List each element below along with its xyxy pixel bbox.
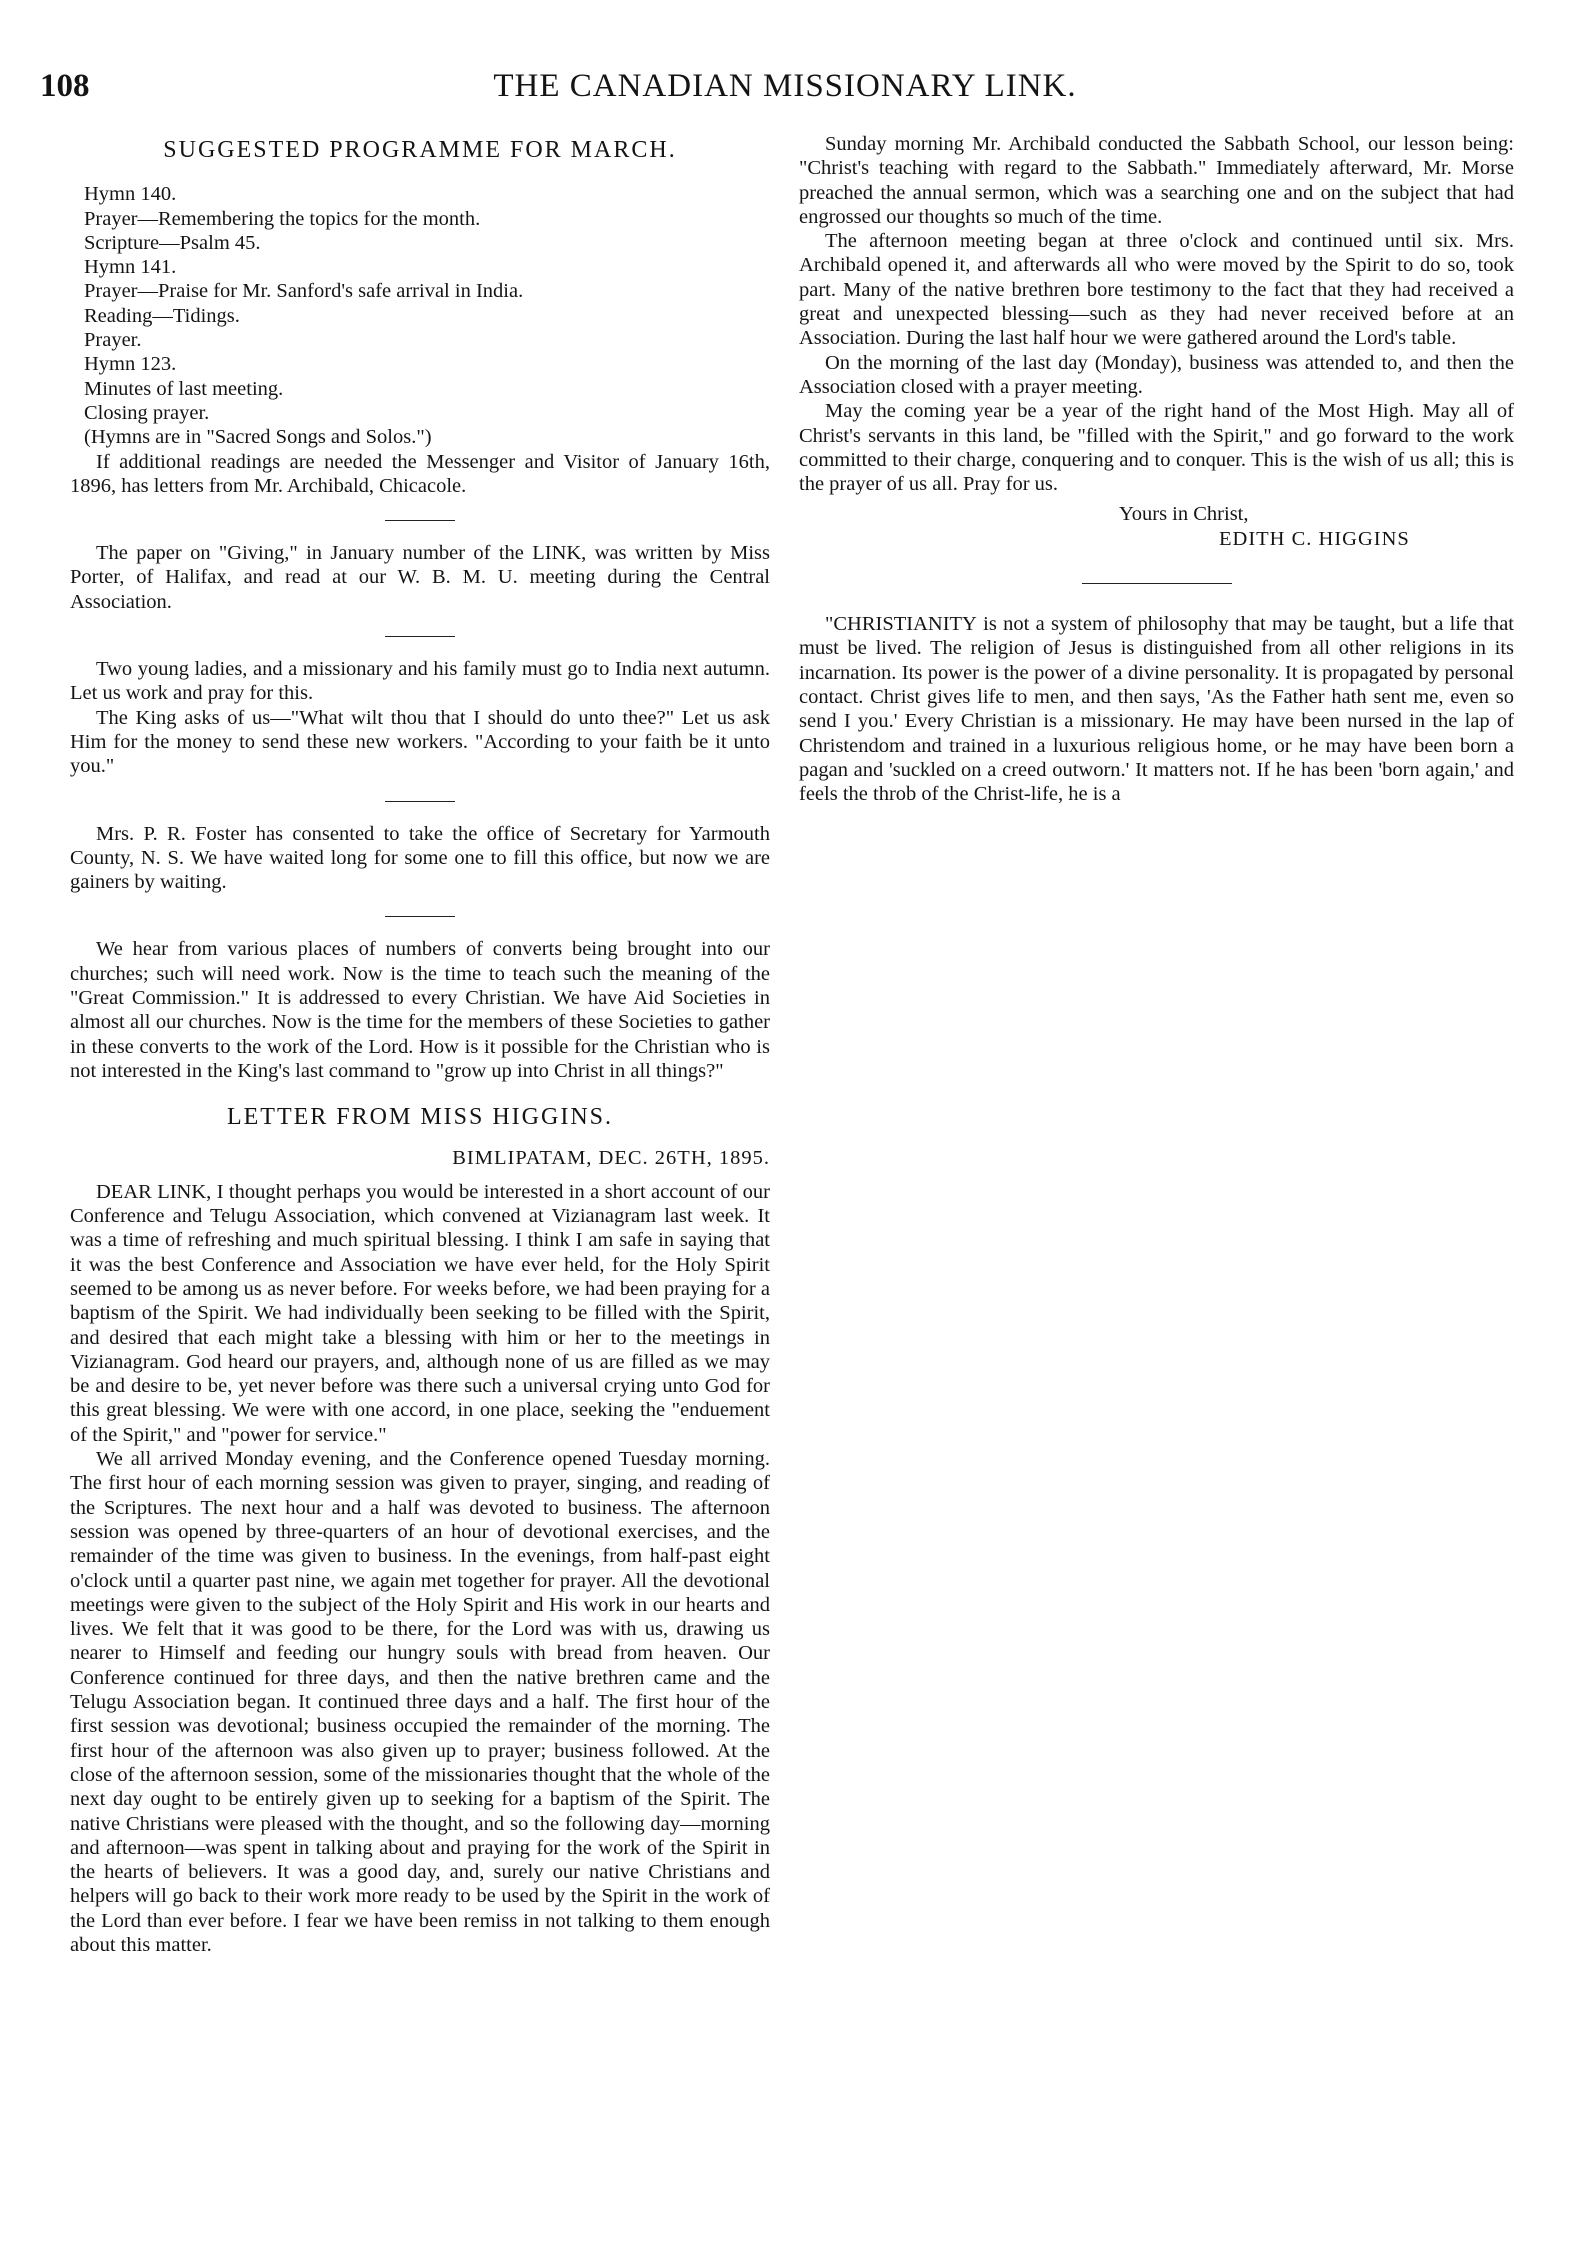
programme-item: Hymn 140. xyxy=(84,183,177,206)
right-column xyxy=(799,132,1514,806)
letter-paragraph: May the coming year be a year of the right hand of the Most High. May all of Christ's servants in this land, be "filled with the Spirit," and go forward to the work committed to their charge, conquering and to conquer. This is the wish of us all; this is the prayer of us all. Pray for us. xyxy=(799,400,1514,496)
left-column xyxy=(70,132,770,1957)
letter-title: LETTER FROM MISS HIGGINS. xyxy=(226,1104,614,1131)
programme-item: Hymn 141. xyxy=(84,256,177,279)
programme-title: SUGGESTED PROGRAMME FOR MARCH. xyxy=(163,137,677,163)
young-ladies-note: Two young ladies, and a missionary and his family must go to India next autumn. Let us work and pray for this. xyxy=(70,658,770,705)
christianity-text: is not a system of philosophy that may be taught, but a life that must be lived. The religion of Jesus is distinguished from all other religions in its incarnation. Its power is the power of a divine personality. It is propagated by personal contact. Christ gives life to men, and then says, 'As the Father hath sent me, even so send I you.' Every Christian is a missionary. He may have been nursed in the lap of Christendom and trained in a luxurious religious home, or he may have been born a pagan and 'suckled on a creed outworn.' It matters not. If he has been 'born again,' and feels the throb of the Christ-life, he is a xyxy=(799,613,1514,806)
christianity-paragraph xyxy=(799,612,1514,806)
divider xyxy=(385,801,455,802)
letter-body: I thought perhaps you would be interested in a short account of our Conference and Telugu Association, which convened at Vizianagram last week. It was a time of refreshing and much spiritual blessing. I think I am safe in saying that it was the best Conference and Association we have ever held, for the Holy Spirit seemed to be among us as never before. For weeks before, we had been praying for a baptism of the Spirit. We had individually been seeking to be filled with the Spirit, and desired that each might take a blessing with him or her to the meetings in Vizianagram. God heard our prayers, and, although none of us are filled as we may be and desire to be, yet never before was there such a universal crying unto God for this great blessing. We were with one accord, in one place, seeking the "enduement of the Spirit," and "power for service." xyxy=(70,1180,770,1446)
programme-item: Hymn 123. xyxy=(84,353,177,376)
king-asks-note: The King asks of us—"What wilt thou that I should do unto thee?" Let us ask Him for the money to send these new workers. "According to your faith be it unto you." xyxy=(70,706,770,778)
programme-item: (Hymns are in "Sacred Songs and Solos.") xyxy=(84,426,432,449)
divider xyxy=(385,636,455,637)
letter-paragraph: The afternoon meeting began at three o'clock and continued until six. Mrs. Archibald opened it, and afterwards all who were moved by the Spirit to do so, took part. Many of the native brethren bore testimony to the fact that they had received a great and unexpected blessing—such as they had never received before at an Association. During the last half hour we were gathered around the Lord's table. xyxy=(799,230,1514,350)
programme-item: Prayer. xyxy=(84,329,142,352)
letter-dateline: BIMLIPATAM, DEC. 26TH, 1895. xyxy=(452,1146,770,1169)
programme-item: Scripture—Psalm 45. xyxy=(84,231,261,254)
giving-note: The paper on "Giving," in January number of the LINK, was written by Miss Porter, of Halifax, and read at our W. B. M. U. meeting during the Central Association. xyxy=(70,542,770,613)
journal-title: THE CANADIAN MISSIONARY LINK. xyxy=(493,68,1077,104)
letter-paragraph: We all arrived Monday evening, and the Conference opened Tuesday morning. The first hour of each morning session was given to prayer, singing, and reading of the Scriptures. The next hour and a half was devoted to business. The afternoon session was opened by three-quarters of an hour of devotional exercises, and the remainder of the time was given to business. In the evenings, from half-past eight o'clock until a quarter past nine, we again met together for prayer. All the devotional meetings were given to the subject of the Holy Spirit and His work in our hearts and lives. We felt that it was good to be there, for the Lord was with us, drawing us nearer to Himself and feeding our hungry souls with bread from heaven. Our Conference continued for three days, and then the native brethren came and the Telugu Association began. It continued three days and a half. The first hour of the first session was devotional; business occupied the remainder of the morning. The first hour of the afternoon was also given up to prayer; business followed. At the close of the afternoon session, some of the missionaries thought that the whole of the next day ought to be entirely given up to seeking for a baptism of the Spirit. The native Christians were pleased with the thought, and so the following day—morning and afternoon—was spent in talking about and praying for the work of the Spirit in the hearts of believers. It was a good day, and, surely our native Christians and helpers will go back to their work more ready to be used by the Spirit in the work of the Lord than ever before. I fear we have been remiss in not talking to them enough about this matter. xyxy=(70,1448,770,1956)
letter-paragraph xyxy=(70,1180,770,1447)
divider xyxy=(1082,583,1232,584)
letter-signature: EDITH C. HIGGINS xyxy=(1219,527,1410,550)
letter-paragraph: On the morning of the last day (Monday), business was attended to, and then the Association closed with a prayer meeting. xyxy=(799,351,1514,398)
divider xyxy=(385,520,455,521)
programme-item: Prayer—Praise for Mr. Sanford's safe arrival in India. xyxy=(84,280,524,303)
foster-note: Mrs. P. R. Foster has consented to take the office of Secretary for Yarmouth County, N. S. We have waited long for some one to fill this office, but now we are gainers by waiting. xyxy=(70,822,770,894)
divider xyxy=(385,916,455,917)
programme-note: If additional readings are needed the Messenger and Visitor of January 16th, 1896, has letters from Mr. Archibald, Chicacole. xyxy=(70,450,770,497)
letter-closing: Yours in Christ, xyxy=(1119,503,1249,526)
page-number: 108 xyxy=(40,68,90,104)
signoff xyxy=(799,502,1514,551)
programme-item: Minutes of last meeting. xyxy=(84,377,284,400)
salutation: DEAR LINK, xyxy=(96,1180,212,1203)
christianity-lead: "CHRISTIANITY xyxy=(825,613,977,636)
page-header xyxy=(40,68,1530,118)
converts-note: We hear from various places of numbers of converts being brought into our churches; such will need work. Now is the time to teach such the meaning of the "Great Commission." It is addressed to every Christian. We have Aid Societies in almost all our churches. Now is the time for the members of these Societies to gather in these converts to the work of the Lord. How is it possible for the Christian who is not interested in the King's last command to "grow up into Christ in all things?" xyxy=(70,938,770,1082)
programme-list xyxy=(70,182,770,449)
programme-item: Closing prayer. xyxy=(84,401,210,424)
programme-item: Reading—Tidings. xyxy=(84,304,240,327)
letter-paragraph: Sunday morning Mr. Archibald conducted the Sabbath School, our lesson being: "Christ's teaching with regard to the Sabbath." Immediately afterward, Mr. Morse preached the annual sermon, which was a searching one and on the subject that had engrossed our thoughts so much of the time. xyxy=(799,133,1514,228)
programme-item: Prayer—Remembering the topics for the month. xyxy=(84,207,481,230)
